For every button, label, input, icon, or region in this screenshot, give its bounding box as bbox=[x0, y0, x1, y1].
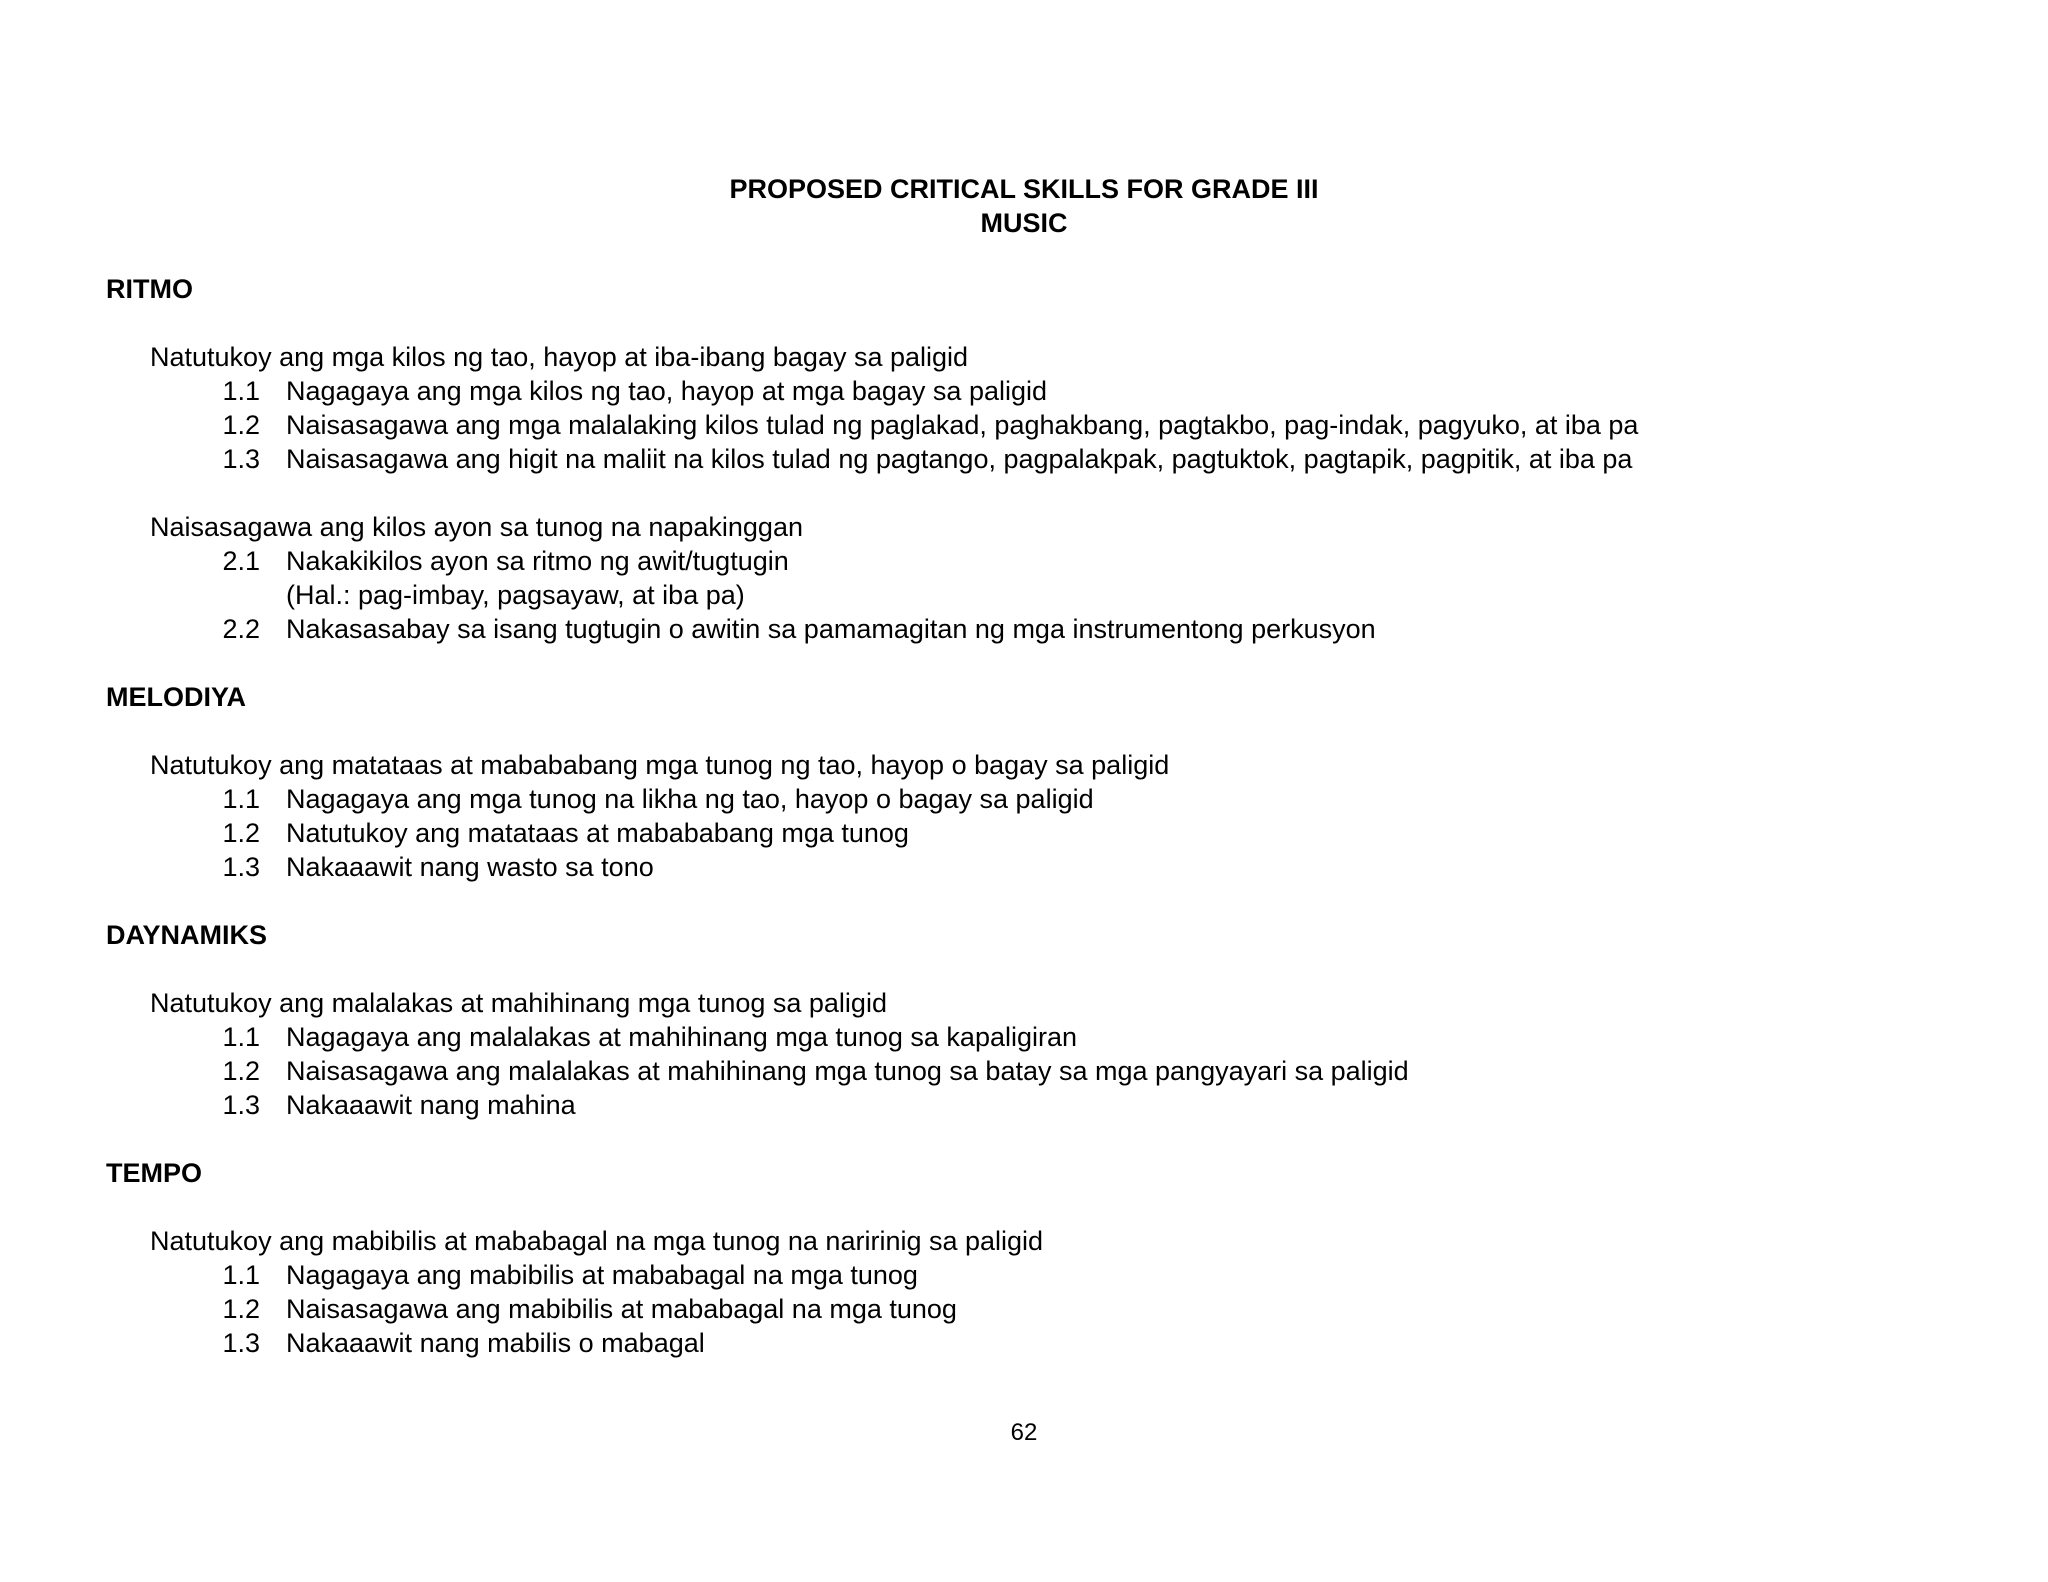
skill-group bbox=[106, 510, 2006, 646]
main-skill: Natutukoy ang mabibilis at mababagal na mga tunog na naririnig sa paligid bbox=[150, 1226, 1044, 1256]
document-title: PROPOSED CRITICAL SKILLS FOR GRADE III bbox=[729, 174, 1319, 204]
sub-skill bbox=[150, 1020, 2006, 1054]
sub-skill-text: Nakaaawit nang mabilis o mabagal bbox=[286, 1328, 705, 1358]
sub-skill-number: 1.1 bbox=[222, 376, 260, 406]
skill-group bbox=[106, 1224, 2006, 1360]
page-number: 62 bbox=[1010, 1419, 1038, 1446]
sub-skill-text: Nagagaya ang mga tunog na likha ng tao, hayop o bagay sa paligid bbox=[286, 784, 1094, 814]
sub-skill bbox=[150, 1054, 2006, 1088]
sub-skill-number: 1.3 bbox=[222, 852, 260, 882]
sub-skill-number: 1.3 bbox=[222, 444, 260, 474]
main-skill: Natutukoy ang mga kilos ng tao, hayop at iba-ibang bagay sa paligid bbox=[150, 342, 969, 372]
document-body bbox=[106, 272, 2006, 1360]
sub-skill-text: Nagagaya ang mga kilos ng tao, hayop at mga bagay sa paligid bbox=[286, 376, 1048, 406]
sub-skill-text: Nakakikilos ayon sa ritmo ng awit/tugtugin bbox=[286, 546, 789, 576]
sub-skill bbox=[150, 1326, 2006, 1360]
sub-skill bbox=[150, 782, 2006, 816]
section-heading: RITMO bbox=[106, 274, 193, 304]
sub-skill bbox=[150, 612, 2006, 646]
section-melodiya bbox=[106, 680, 2006, 884]
sub-skill bbox=[150, 408, 2006, 442]
sub-skill-text: Nakasasabay sa isang tugtugin o awitin sa pamamagitan ng mga instrumentong perkusyon bbox=[286, 614, 1376, 644]
sub-skill bbox=[150, 816, 2006, 850]
main-skill: Natutukoy ang malalakas at mahihinang mga tunog sa paligid bbox=[150, 988, 887, 1018]
document-subtitle: MUSIC bbox=[980, 208, 1068, 238]
section-ritmo bbox=[106, 272, 2006, 646]
sub-skill-text: Naisasagawa ang mabibilis at mababagal na mga tunog bbox=[286, 1294, 957, 1324]
sub-skill bbox=[150, 544, 2006, 578]
sub-skill bbox=[150, 850, 2006, 884]
sub-skill-number: 2.1 bbox=[222, 546, 260, 576]
skill-group bbox=[106, 986, 2006, 1122]
sub-skill bbox=[150, 374, 2006, 408]
section-heading: DAYNAMIKS bbox=[106, 920, 268, 950]
section-tempo bbox=[106, 1156, 2006, 1360]
sub-skill-number: 1.2 bbox=[222, 1056, 260, 1086]
sub-skill-number: 1.2 bbox=[222, 1294, 260, 1324]
section-heading: TEMPO bbox=[106, 1158, 203, 1188]
sub-skill-number: 2.2 bbox=[222, 614, 260, 644]
sub-skill-text: Nagagaya ang malalakas at mahihinang mga tunog sa kapaligiran bbox=[286, 1022, 1078, 1052]
sub-skill-text: Nakaaawit nang wasto sa tono bbox=[286, 852, 654, 882]
section-daynamiks bbox=[106, 918, 2006, 1122]
sub-skill-number: 1.2 bbox=[222, 818, 260, 848]
sub-skill bbox=[150, 1258, 2006, 1292]
sub-skill-text: Naisasagawa ang malalakas at mahihinang mga tunog sa batay sa mga pangyayari sa paligid bbox=[286, 1056, 1409, 1086]
sub-skill-note: (Hal.: pag-imbay, pagsayaw, at iba pa) bbox=[286, 580, 745, 610]
sub-skill-text: Nakaaawit nang mahina bbox=[286, 1090, 576, 1120]
skill-group bbox=[106, 340, 2006, 476]
sub-skill bbox=[150, 1088, 2006, 1122]
sub-skill-number: 1.1 bbox=[222, 784, 260, 814]
sub-skill-text: Naisasagawa ang mga malalaking kilos tulad ng paglakad, paghakbang, pagtakbo, pag-indak, pagyuko, at iba pa bbox=[286, 410, 1639, 440]
sub-skill-text: Naisasagawa ang higit na maliit na kilos tulad ng pagtango, pagpalakpak, pagtuktok, pagtapik, pagpitik, at iba pa bbox=[286, 444, 1633, 474]
sub-skill-number: 1.1 bbox=[222, 1022, 260, 1052]
sub-skill-text: Natutukoy ang matataas at mabababang mga tunog bbox=[286, 818, 909, 848]
main-skill: Naisasagawa ang kilos ayon sa tunog na napakinggan bbox=[150, 512, 803, 542]
sub-skill bbox=[150, 442, 2006, 476]
sub-skill-number: 1.1 bbox=[222, 1260, 260, 1290]
sub-skill-text: Nagagaya ang mabibilis at mababagal na mga tunog bbox=[286, 1260, 918, 1290]
main-skill: Natutukoy ang matataas at mabababang mga tunog ng tao, hayop o bagay sa paligid bbox=[150, 750, 1170, 780]
skill-group bbox=[106, 748, 2006, 884]
sub-skill-number: 1.2 bbox=[222, 410, 260, 440]
sub-skill bbox=[150, 1292, 2006, 1326]
sub-skill-number: 1.3 bbox=[222, 1090, 260, 1120]
sub-skill-number: 1.3 bbox=[222, 1328, 260, 1358]
section-heading: MELODIYA bbox=[106, 682, 247, 712]
